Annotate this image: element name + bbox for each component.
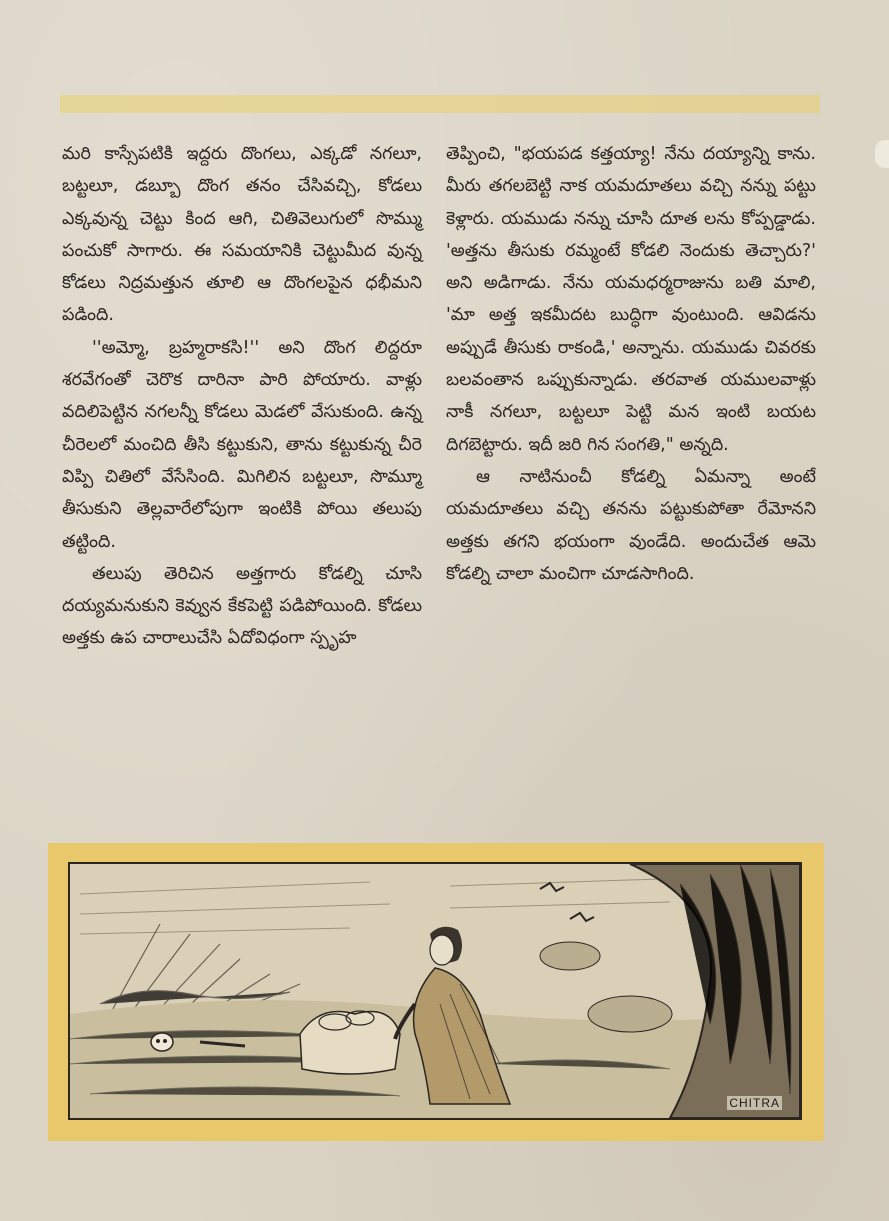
paragraph: ''అమ్మో, బ్రహ్మరాకసి!'' అని దొంగ లిద్దరూ శరవేగంతో చెరొక దారినా పారి పోయారు. వాళ్లు వదిలిపెట్టిన నగలన్నీ కోడలు మెడలో వేసుకుంది. ఉన్న చీరెలలో మంచిది తీసి కట్టుకుని, తాను కట్టుకున్న చీరె విప్పి చితిలో వేసేసింది. మిగిలిన బట్టలూ, సొమ్మూ తీసుకుని తెల్లవారేలోపుగా ఇంటికి పోయి తలుపు తట్టింది.: [62, 337, 422, 552]
page-edge-mark: [875, 140, 889, 168]
paragraph: మరి కాస్సేపటికి ఇద్దరు దొంగలు, ఎక్కడో నగలూ, బట్టలూ, డబ్బూ దొంగ తనం చేసివచ్చి, కోడలు ఎక్కవున్న చెట్టు కింద ఆగి, చితివెలుగులో సొమ్ము పంచుకో సాగారు. ఈ సమయానికి చెట్టుమీద వున్న కోడలు నిద్రమత్తున తూలి ఆ దొంగలపైన ధభీమని పడింది.: [62, 144, 422, 326]
paragraph: ఆ నాటినుంచీ కోడల్ని ఏమన్నా అంటే యమదూతలు వచ్చి తనను పట్టుకుపోతా రేమోనని అత్తకు తగని భయంగా వుండేది. అందుచేత ఆమె కోడల్ని చాలా మంచిగా చూడసాగింది.: [446, 466, 816, 584]
decorative-header-band: [60, 95, 820, 113]
illustration-drawing: [70, 864, 800, 1118]
paragraph: తలుపు తెరిచిన అత్తగారు కోడల్ని చూసి దయ్యమనుకుని కెవ్వున కేకపెట్టి పడిపోయింది. కోడలు అత్తకు ఉప చారాలుచేసి ఏదోవిధంగా స్పృహ: [62, 563, 422, 649]
artist-signature: CHITRA: [729, 1096, 780, 1110]
story-illustration: [68, 862, 802, 1120]
left-text-column: [62, 138, 422, 655]
right-text-column: [446, 138, 816, 590]
paragraph: తెప్పించి, "భయపడ కత్తయ్యా! నేను దయ్యాన్ని కాను. మీరు తగలబెట్టి నాక యమదూతలు వచ్చి నన్ను పట్టు కెళ్లారు. యముడు నన్ను చూసి దూత లను కోప్పడ్డాడు. 'అత్తను తీసుకు రమ్మంటే కోడలి నెందుకు తెచ్చారు?' అని అడిగాడు. నేను యమధర్మరాజును బతి మాలి, 'మా అత్త ఇకమీదట బుద్ధిగా వుంటుంది. ఆవిడను అప్పుడే తీసుకు రాకండి,' అన్నాను. యముడు చివరకు బలవంతాన ఒప్పుకున్నాడు. తరవాత యములవాళ్లు నాకీ నగలూ, బట్టలూ పెట్టి మన ఇంటి బయట దిగబెట్టారు. ఇదీ జరి గిన సంగతి," అన్నది.: [446, 144, 816, 455]
